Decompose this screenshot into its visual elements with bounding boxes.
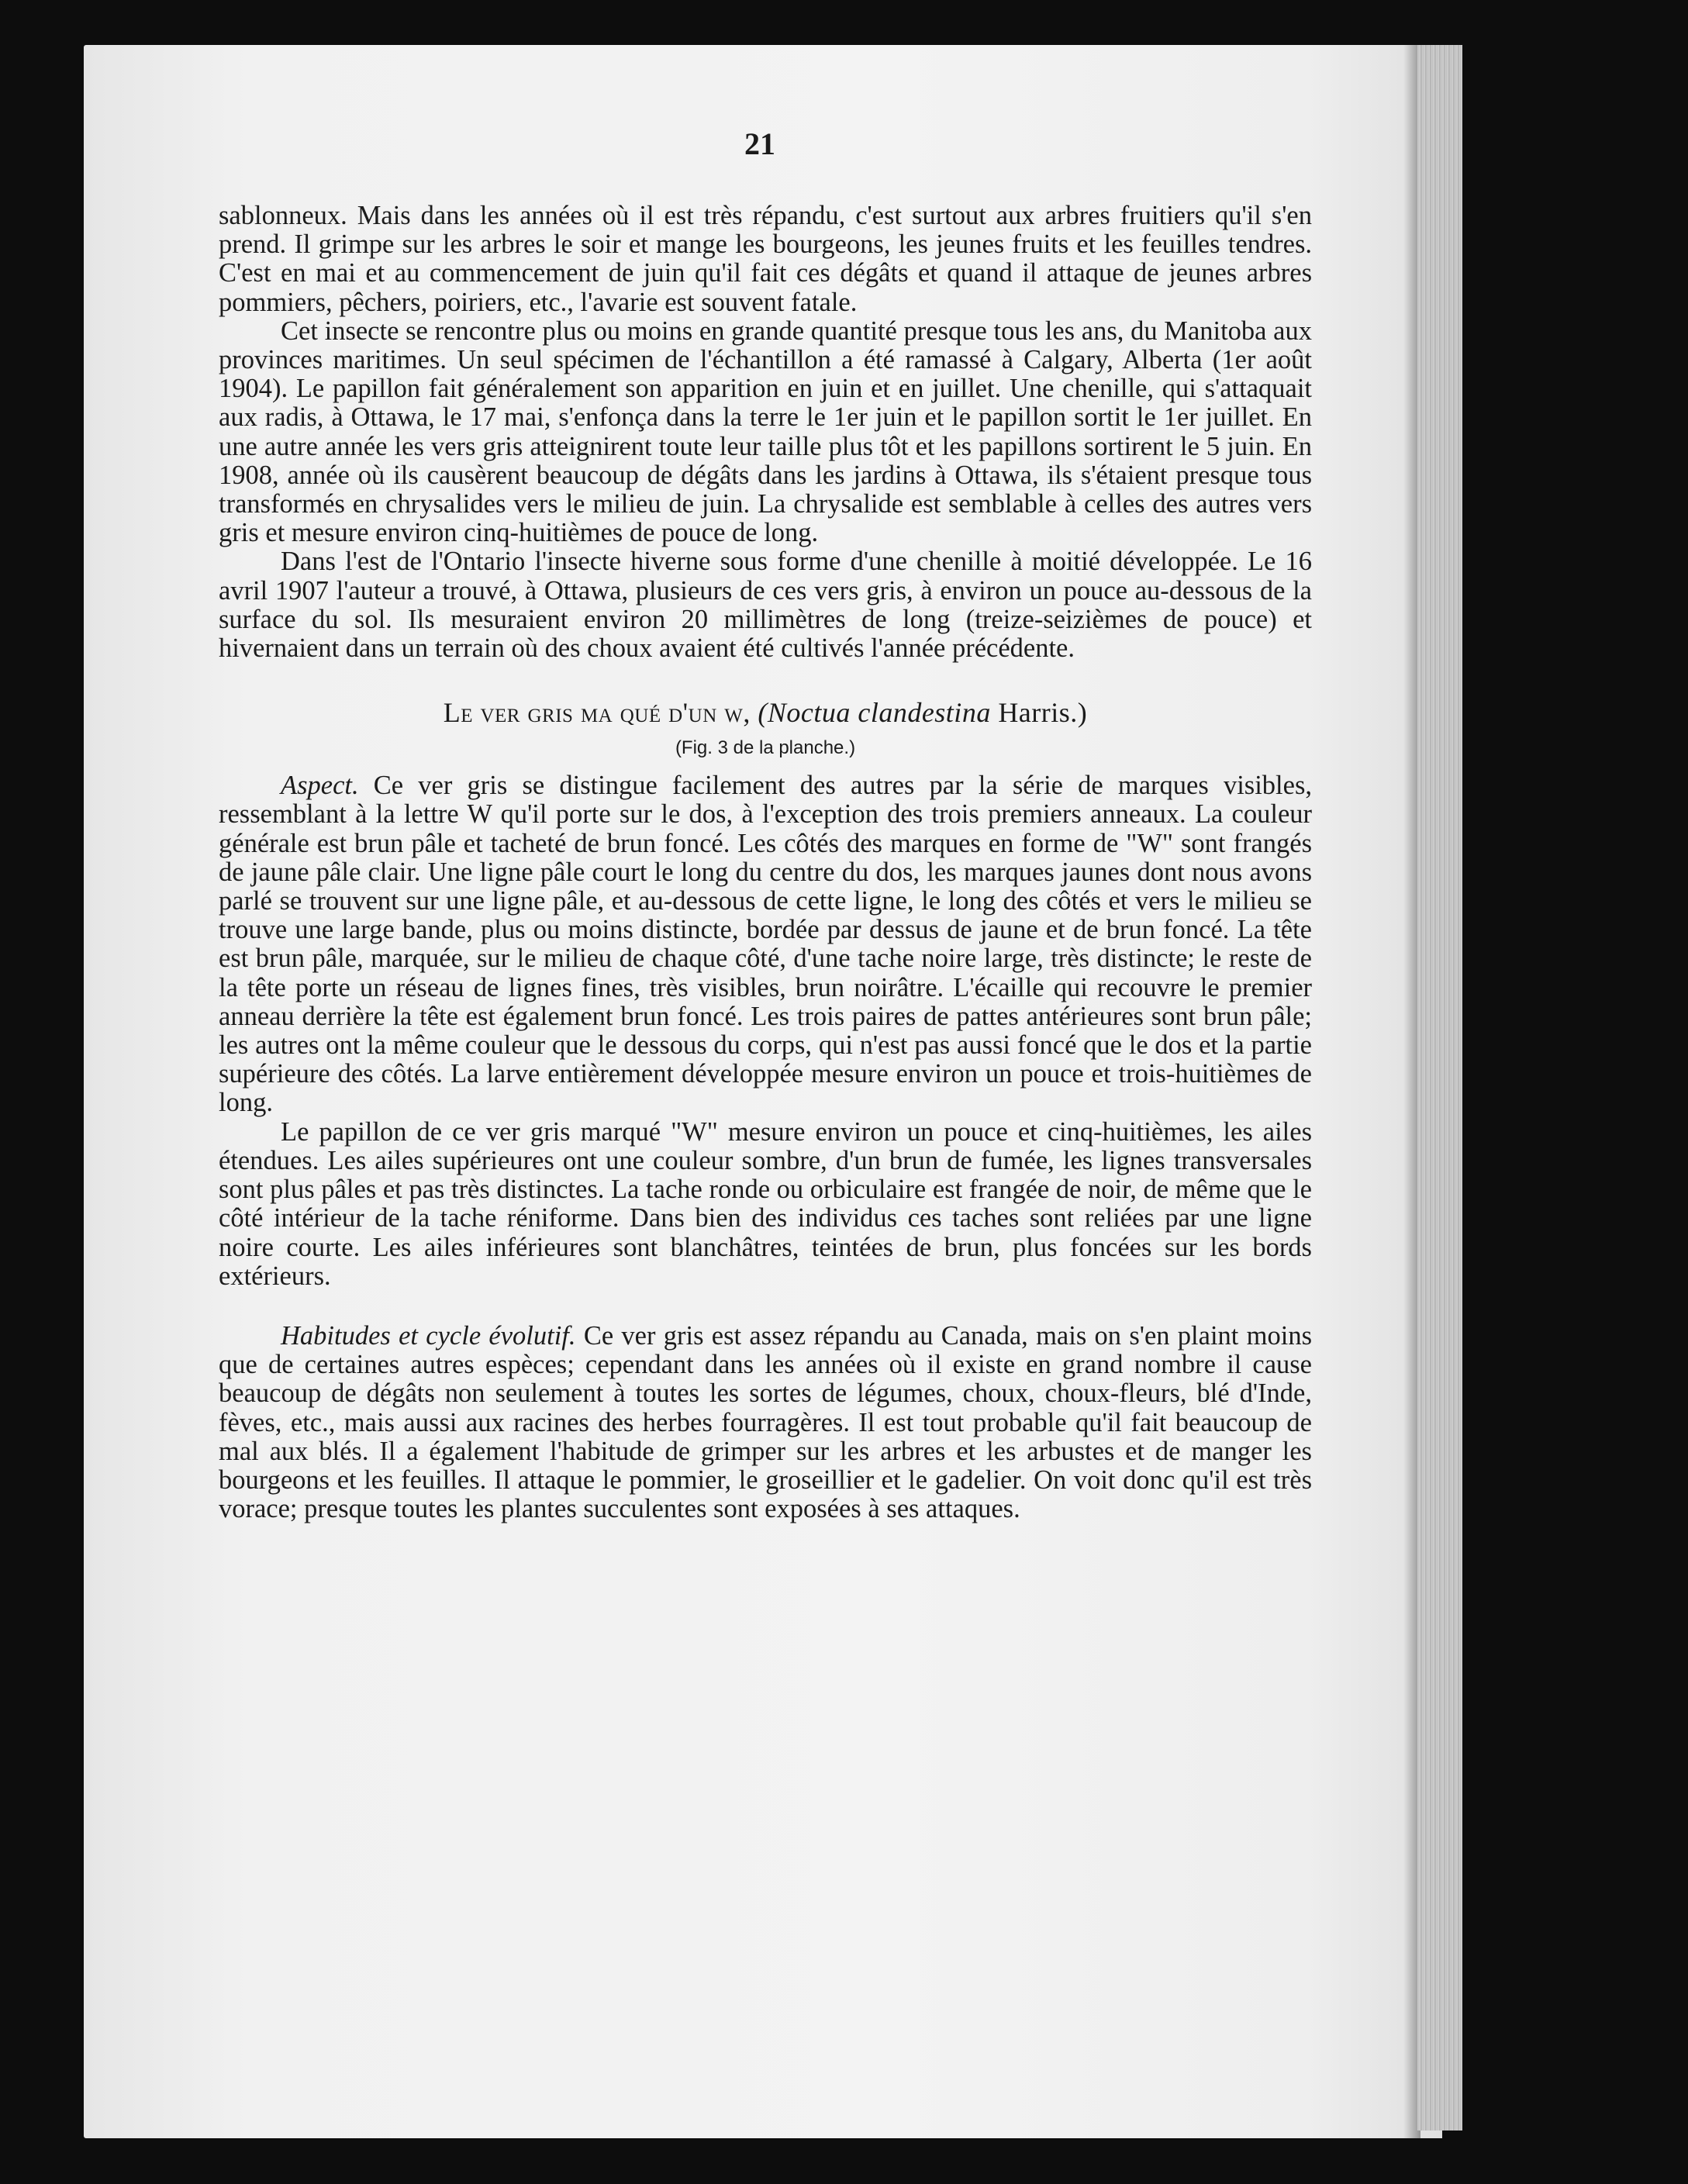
paragraph-papillon: Le papillon de ce ver gris marqué "W" mesure environ un pouce et cinq-huitièmes, les ailes étendues. Les ailes supérieures ont une couleur sombre, d'un brun de fumée, les lignes transversales sont plus pâles et pas très distinctes. La tache ronde ou orbiculaire est frangée de noir, de même que le côté intérieur de la tache réniforme. Dans bien des individus ces taches sont reliées par une ligne noire courte. Les ailes inférieures sont blanchâtres, teintées de brun, plus foncées sur les bords extérieurs. [219, 1116, 1312, 1291]
aspect-text: Ce ver gris se distingue facilement des autres par la série de marques visibles, ressemblant à la lettre W qu'il porte sur le dos, à l'exception des trois premiers anneaux. La couleur générale est brun pâle et tacheté de brun foncé. Les côtés des marques en forme de "W" sont frangés de jaune pâle clair. Une ligne pâle court le long du centre du dos, les marques jaunes dont nous avons parlé se trouvent sur une ligne pâle, et au-dessous de cette ligne, le long des côtés et vers le milieu se trouve une large bande, plus ou moins distincte, bordée par dessus de jaune et de brun foncé. La tête est brun pâle, marquée, sur le milieu de chaque côté, d'une tache noire large, très distincte; le reste de la tête porte un réseau de lignes fines, très visibles, brun noirâtre. L'écaille qui recouvre le premier anneau derrière la tête est également brun foncé. Les trois paires de pattes antérieures sont brun pâle; les autres ont la même couleur que le dessous du corps, qui n'est pas aussi foncé que le dos et la partie supérieure des côtés. La larve entièrement développée mesure environ un pouce et trois-huitièmes de long. [219, 771, 1312, 1118]
paragraph-distribution: Cet insecte se rencontre plus ou moins en grande quantité presque tous les ans, du Manitoba aux provinces maritimes. Un seul spécimen de l'échantillon a été ramassé à Calgary, Alberta (1er août 1904). Le papillon fait généralement son apparition en juin et en juillet. Une chenille, qui s'attaquait aux radis, à Ottawa, le 17 mai, s'enfonça dans la terre le 1er juin et le papillon sortit le 1er juillet. En une autre année les vers gris atteignirent toute leur taille plus tôt et les papillons sortirent le 5 juin. En 1908, année où ils causèrent beaucoup de dégâts dans les jardins à Ottawa, ils s'étaient presque tous transformés en chrysalides vers le milieu de juin. La chrysalide est semblable à celles des autres vers gris et mesure environ cinq-huitièmes de pouce de long. [219, 316, 1312, 548]
section-title-author: Harris.) [998, 697, 1088, 729]
paragraph-gap [219, 1291, 1312, 1322]
aspect-lead: Aspect. [281, 771, 359, 801]
book-page-edges [1417, 45, 1462, 2131]
page-number: 21 [744, 126, 775, 161]
section-heading [219, 697, 1312, 728]
section-title-prefix: Le ver gris ma qué d'un w, [443, 697, 751, 729]
paragraph-continuation: sablonneux. Mais dans les années où il est très répandu, c'est surtout aux arbres fruitiers qu'il s'en prend. Il grimpe sur les arbres le soir et mange les bourgeons, les jeunes fruits et les feuilles tendres. C'est en mai et au commencement de juin qu'il fait ces dégâts et quand il attaque de jeunes arbres pommiers, pêchers, poiriers, etc., l'avarie est souvent fatale. [219, 201, 1312, 317]
section-title-species: (Noctua clandestina [758, 697, 991, 729]
habitudes-text: Ce ver gris est assez répandu au Canada, mais on s'en plaint moins que de certaines autres espèces; cependant dans les années où il existe en grand nombre il cause beaucoup de dégâts non seulement à toutes les sortes de légumes, choux, choux-fleurs, blé d'Inde, fèves, etc., mais aussi aux racines des herbes fourragères. Il est tout probable qu'il fait beaucoup de mal aux blés. Il a également l'habitude de grimper sur les arbres et les arbustes et de manger les bourgeons et les feuilles. Il attaque le pommier, le groseillier et le gadelier. On voit donc qu'il est très vorace; presque toutes les plantes succulentes sont exposées à ses attaques. [219, 1320, 1313, 1524]
figure-reference: (Fig. 3 de la planche.) [675, 737, 856, 759]
paragraph-aspect [219, 771, 1312, 1117]
paragraph-habitudes [219, 1322, 1312, 1523]
page-body [219, 202, 1312, 1523]
habitudes-lead: Habitudes et cycle évolutif. [281, 1320, 576, 1351]
paragraph-hibernation: Dans l'est de l'Ontario l'insecte hiverne sous forme d'une chenille à moitié développée. Le 16 avril 1907 l'auteur a trouvé, à Ottawa, plusieurs de ces vers gris, à environ un pouce au-dessous de la surface du sol. Ils mesuraient environ 20 millimètres de long (treize-seizièmes de pouce) et hivernaient dans un terrain où des choux avaient été cultivés l'année précédente. [219, 547, 1312, 664]
